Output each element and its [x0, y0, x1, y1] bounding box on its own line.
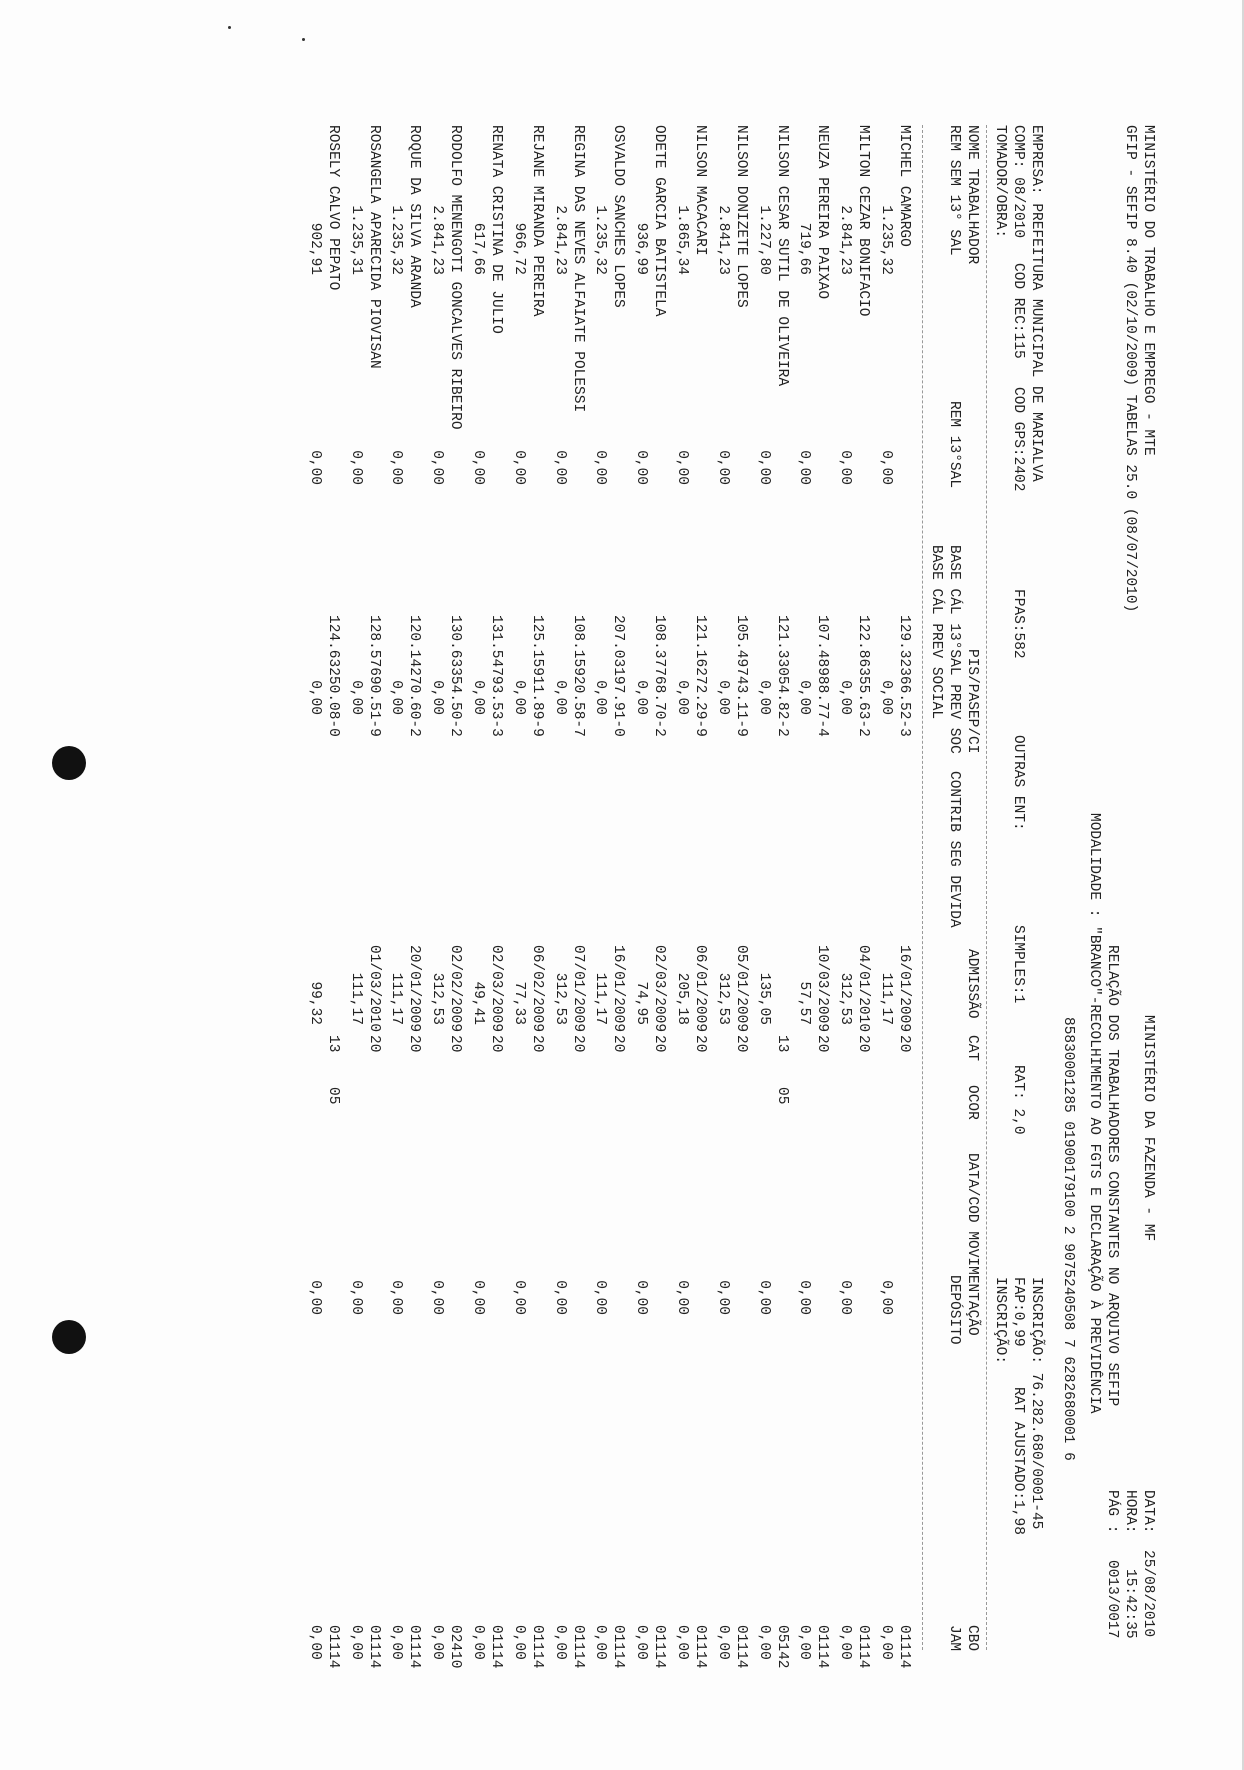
- worker-base-13: 0,00: [633, 680, 650, 715]
- worker-deposito: 0,00: [470, 1280, 486, 1315]
- scan-speck: [302, 38, 305, 41]
- worker-jam: 0,00: [755, 1625, 772, 1660]
- worker-contrib: 135,05: [755, 972, 772, 1025]
- worker-base-13: 0,00: [755, 680, 772, 715]
- page-label: PÁG :: [1104, 1490, 1120, 1534]
- worker-rem-13: 0,00: [347, 450, 364, 485]
- worker-cat: 20: [488, 1035, 504, 1053]
- worker-cat: 20: [528, 1035, 545, 1053]
- worker-jam: 0,00: [592, 1625, 609, 1660]
- worker-base-13: 0,00: [510, 680, 527, 715]
- table-row: [547, 125, 587, 1685]
- worker-deposito: 0,00: [429, 1280, 446, 1315]
- worker-cat: 13: [324, 1035, 341, 1053]
- worker-rem-13: 0,00: [510, 450, 527, 485]
- worker-rem: 1.235,32: [388, 205, 405, 275]
- date-value: 25/08/2010: [1140, 1550, 1156, 1638]
- worker-cbo: 01114: [365, 1625, 382, 1669]
- worker-contrib: 77,33: [510, 981, 527, 1025]
- worker-admissao: 06/01/2009: [692, 945, 708, 1033]
- worker-cbo: 01114: [610, 1625, 627, 1669]
- worker-contrib: 99,32: [306, 981, 323, 1025]
- worker-contrib: 312,53: [429, 972, 446, 1025]
- worker-cbo: 01114: [855, 1625, 872, 1669]
- worker-rem-13: 0,00: [755, 450, 772, 485]
- col-cbo: CBO: [964, 1625, 980, 1652]
- worker-deposito: 0,00: [510, 1280, 527, 1315]
- worker-admissao: 02/03/2009: [488, 945, 504, 1033]
- worker-pis: 128.57690.51-9: [365, 615, 382, 737]
- table-row: [587, 125, 627, 1685]
- col-contrib: CONTRIB SEG DEVIDA: [946, 771, 962, 928]
- worker-name: REJANE MIRANDA PEREIRA: [528, 125, 545, 317]
- worker-rem-13: 0,00: [592, 450, 609, 485]
- worker-name: ROQUE DA SILVA ARANDA: [406, 125, 423, 308]
- worker-contrib: 205,18: [674, 972, 690, 1025]
- worker-cat: 20: [365, 1035, 382, 1053]
- worker-pis: 108.15920.58-7: [569, 615, 586, 737]
- table-row: [710, 125, 750, 1685]
- worker-deposito: 0,00: [837, 1280, 854, 1315]
- worker-base-13: 0,00: [388, 680, 405, 715]
- worker-rem-13: 0,00: [388, 450, 405, 485]
- col-base-prev: BASE CÁL PREV SOCIAL: [928, 545, 944, 720]
- col-cat: CAT: [964, 1035, 980, 1062]
- worker-contrib: 312,53: [714, 972, 731, 1025]
- worker-contrib: 111,17: [347, 972, 364, 1025]
- worker-pis: 207.03197.91-0: [610, 615, 627, 737]
- worker-cbo: 01114: [814, 1625, 831, 1669]
- punch-hole-bottom: [52, 1320, 86, 1354]
- worker-rem-13: 0,00: [551, 450, 568, 485]
- worker-jam: 0,00: [551, 1625, 568, 1660]
- worker-jam: 0,00: [674, 1625, 690, 1660]
- worker-jam: 0,00: [347, 1625, 364, 1660]
- worker-pis: 122.86355.63-2: [855, 615, 872, 737]
- worker-jam: 0,00: [714, 1625, 731, 1660]
- worker-rem: 1.865,34: [674, 205, 690, 275]
- col-ocor: OCOR: [964, 1085, 980, 1120]
- col-nome: NOME TRABALHADOR: [964, 125, 980, 265]
- worker-base-13: 0,00: [714, 680, 731, 715]
- worker-rem-13: 0,00: [470, 450, 486, 485]
- modality-line: MODALIDADE : "BRANCO"-RECOLHIMENTO AO FGTS E DECLARAÇÃO À PREVIDÊNCIA: [1086, 813, 1102, 1414]
- rat-ajustado: RAT AJUSTADO:1,98: [1010, 1387, 1026, 1535]
- worker-name: REGINA DAS NEVES ALFAIATE POLESSI: [569, 125, 586, 413]
- worker-contrib: 111,17: [878, 972, 894, 1025]
- page-value: 0013/0017: [1104, 1560, 1120, 1639]
- worker-contrib: 49,41: [470, 981, 486, 1025]
- table-row: [791, 125, 831, 1685]
- worker-name: ROSELY CALVO PEPATO: [324, 125, 341, 291]
- worker-admissao: 16/01/2009: [896, 945, 912, 1033]
- worker-jam: 0,00: [388, 1625, 405, 1660]
- worker-rem-13: 0,00: [429, 450, 446, 485]
- worker-admissao: 02/02/2009: [447, 945, 464, 1033]
- worker-rem-13: 0,00: [837, 450, 854, 485]
- worker-deposito: 0,00: [714, 1280, 731, 1315]
- worker-cat: 20: [569, 1035, 586, 1053]
- table-row: [669, 125, 709, 1685]
- table-row: [343, 125, 383, 1685]
- worker-rem: 1.235,31: [347, 205, 364, 275]
- table-row: [751, 125, 791, 1685]
- worker-base-13: 0,00: [306, 680, 323, 715]
- worker-rem-13: 0,00: [633, 450, 650, 485]
- fpas: FPAS:582: [1010, 589, 1026, 659]
- cod-gps: COD GPS:2402: [1010, 387, 1026, 492]
- worker-contrib: 111,17: [388, 972, 405, 1025]
- punch-hole-top: [52, 746, 86, 780]
- worker-name: MILTON CEZAR BONIFACIO: [855, 125, 872, 317]
- table-row: [506, 125, 546, 1685]
- worker-contrib: 74,95: [633, 981, 650, 1025]
- worker-base-13: 0,00: [551, 680, 568, 715]
- worker-cbo: 01114: [732, 1625, 749, 1669]
- worker-cbo: 01114: [651, 1625, 668, 1669]
- ministry-left: MINISTÉRIO DO TRABALHO E EMPREGO - MTE: [1140, 125, 1156, 456]
- rotated-report: [157, 125, 1157, 1685]
- worker-pis: 108.37768.70-2: [651, 615, 668, 737]
- company-inscription: INSCRIÇÃO: 76.282.680/0001-45: [1028, 1277, 1044, 1530]
- worker-rem: 2.841,23: [837, 205, 854, 275]
- worker-rem: 1.235,32: [592, 205, 609, 275]
- worker-jam: 0,00: [510, 1625, 527, 1660]
- scan-speck: [228, 26, 231, 29]
- rat: RAT: 2,0: [1010, 1065, 1026, 1135]
- worker-pis: 124.63250.08-0: [324, 615, 341, 737]
- worker-cat: 20: [447, 1035, 464, 1053]
- table-row: [465, 125, 505, 1685]
- worker-base-13: 0,00: [592, 680, 609, 715]
- worker-rem: 1.235,32: [878, 205, 894, 275]
- worker-deposito: 0,00: [306, 1280, 323, 1315]
- worker-cbo: 01114: [692, 1625, 708, 1669]
- worker-jam: 0,00: [470, 1625, 486, 1660]
- worker-admissao: 16/01/2009: [610, 945, 627, 1033]
- tomador-inscription: INSCRIÇÃO:: [992, 1277, 1008, 1365]
- worker-jam: 0,00: [837, 1625, 854, 1660]
- worker-cat: 20: [814, 1035, 831, 1053]
- worker-cbo: 05142: [773, 1625, 790, 1669]
- col-jam: JAM: [946, 1625, 962, 1652]
- worker-admissao: 05/01/2009: [732, 945, 749, 1033]
- table-row: [302, 125, 342, 1685]
- barcode-line: 85830001285 01900179100 2 9075240508 7 6282680001 6: [1060, 1017, 1076, 1461]
- worker-name: ROSANGELA APARECIDA PIOVISAN: [365, 125, 382, 369]
- worker-ocor: 05: [773, 1087, 790, 1105]
- worker-rem-13: 0,00: [796, 450, 813, 485]
- worker-cbo: 01114: [488, 1625, 504, 1669]
- worker-pis: 121.16272.29-9: [692, 615, 708, 737]
- worker-cat: 20: [610, 1035, 627, 1053]
- worker-rem-13: 0,00: [714, 450, 731, 485]
- worker-rem: 2.841,23: [551, 205, 568, 275]
- worker-jam: 0,00: [429, 1625, 446, 1660]
- worker-rem-13: 0,00: [674, 450, 690, 485]
- worker-rem: 936,99: [633, 222, 650, 275]
- worker-deposito: 0,00: [592, 1280, 609, 1315]
- worker-cbo: 01114: [569, 1625, 586, 1669]
- company-name: EMPRESA: PREFEITURA MUNICIPAL DE MARIALVA: [1028, 125, 1044, 482]
- worker-base-13: 0,00: [837, 680, 854, 715]
- worker-admissao: 01/03/2010: [365, 945, 382, 1033]
- worker-deposito: 0,00: [796, 1280, 813, 1315]
- worker-name: RENATA CRISTINA DE JULIO: [488, 125, 504, 334]
- outras-ent: OUTRAS ENT:: [1010, 735, 1026, 831]
- worker-pis: 129.32366.52-3: [896, 615, 912, 737]
- worker-name: MICHEL CAMARGO: [896, 125, 912, 247]
- worker-name: ODETE GARCIA BATISTELA: [651, 125, 668, 317]
- worker-pis: 107.48988.77-4: [814, 615, 831, 737]
- col-data-cod: DATA/COD MOVIMENTAÇÃO: [964, 1153, 980, 1336]
- worker-name: OSVALDO SANCHES LOPES: [610, 125, 627, 308]
- worker-cat: 20: [896, 1035, 912, 1053]
- worker-cat: 13: [773, 1035, 790, 1053]
- table-row: [832, 125, 872, 1685]
- worker-rem: 719,66: [796, 222, 813, 275]
- table-row: [424, 125, 464, 1685]
- worker-name: NILSON DONIZETE LOPES: [732, 125, 749, 308]
- col-pis: PIS/PASEP/CI: [964, 649, 980, 754]
- fap: FAP:0,99: [1010, 1277, 1026, 1347]
- worker-deposito: 0,00: [878, 1280, 894, 1315]
- worker-admissao: 10/03/2009: [814, 945, 831, 1033]
- worker-admissao: 07/01/2009: [569, 945, 586, 1033]
- worker-ocor: 05: [324, 1087, 341, 1105]
- worker-deposito: 0,00: [633, 1280, 650, 1315]
- worker-deposito: 0,00: [388, 1280, 405, 1315]
- gfip-line: GFIP - SEFIP 8.40 (02/10/2009) TABELAS 25.0 (08/07/2010): [1122, 125, 1138, 613]
- worker-rem-13: 0,00: [306, 450, 323, 485]
- worker-name: NILSON MACACARI: [692, 125, 708, 256]
- time-value: 15:42:35: [1122, 1569, 1138, 1639]
- time-label: HORA:: [1122, 1490, 1138, 1534]
- worker-base-13: 0,00: [796, 680, 813, 715]
- worker-rem: 1.227,80: [755, 205, 772, 275]
- worker-base-13: 0,00: [429, 680, 446, 715]
- worker-pis: 125.15911.89-9: [528, 615, 545, 737]
- tomador: TOMADOR/OBRA:: [992, 125, 1008, 239]
- worker-deposito: 0,00: [755, 1280, 772, 1315]
- worker-admissao: 04/01/2010: [855, 945, 872, 1033]
- worker-rem-13: 0,00: [878, 450, 894, 485]
- worker-contrib: 312,53: [837, 972, 854, 1025]
- worker-rem: 617,66: [470, 222, 486, 275]
- worker-base-13: 0,00: [470, 680, 486, 715]
- divider: [922, 125, 923, 1650]
- col-deposito: DEPÓSITO: [946, 1275, 962, 1345]
- worker-rem: 2.841,23: [714, 205, 731, 275]
- worker-base-13: 0,00: [878, 680, 894, 715]
- col-rem-13: REM 13°SAL: [946, 401, 962, 489]
- worker-cbo: 01114: [406, 1625, 423, 1669]
- worker-cat: 20: [855, 1035, 872, 1053]
- col-rem-sem-13: REM SEM 13° SAL: [946, 125, 962, 256]
- worker-cbo: 01114: [324, 1625, 341, 1669]
- col-admissao: ADMISSÃO: [964, 949, 980, 1019]
- worker-cat: 20: [692, 1035, 708, 1053]
- report-title: RELAÇÃO DOS TRABALHADORES CONSTANTES NO ARQUIVO SEFIP: [1104, 945, 1120, 1407]
- worker-jam: 0,00: [633, 1625, 650, 1660]
- worker-cbo: 01114: [528, 1625, 545, 1669]
- worker-pis: 105.49743.11-9: [732, 615, 749, 737]
- worker-cbo: 01114: [896, 1625, 912, 1669]
- worker-cat: 20: [406, 1035, 423, 1053]
- comp: COMP: 08/2010: [1010, 125, 1026, 239]
- worker-name: NILSON CESAR SUTIL DE OLIVEIRA: [773, 125, 790, 387]
- worker-cat: 20: [732, 1035, 749, 1053]
- worker-base-13: 0,00: [347, 680, 364, 715]
- worker-pis: 121.33054.82-2: [773, 615, 790, 737]
- worker-rem: 902,91: [306, 222, 323, 275]
- worker-pis: 130.63354.50-2: [447, 615, 464, 737]
- worker-jam: 0,00: [306, 1625, 323, 1660]
- worker-base-13: 0,00: [674, 680, 690, 715]
- table-row: [873, 125, 913, 1685]
- simples: SIMPLES:1: [1010, 925, 1026, 1004]
- worker-cbo: 02410: [447, 1625, 464, 1669]
- cod-rec: COD REC:115: [1010, 263, 1026, 359]
- worker-admissao: 06/02/2009: [528, 945, 545, 1033]
- worker-pis: 120.14270.60-2: [406, 615, 423, 737]
- divider: [986, 125, 987, 1650]
- worker-name: RODOLFO MENENGOTI GONCALVES RIBEIRO: [447, 125, 464, 430]
- date-label: DATA:: [1140, 1490, 1156, 1534]
- worker-deposito: 0,00: [551, 1280, 568, 1315]
- worker-name: NEUZA PEREIRA PAIXAO: [814, 125, 831, 300]
- col-base-13: BASE CÁL 13°SAL PREV SOC: [946, 545, 962, 754]
- table-row: [628, 125, 668, 1685]
- worker-admissao: 02/03/2009: [651, 945, 668, 1033]
- worker-contrib: 111,17: [592, 972, 609, 1025]
- worker-contrib: 57,57: [796, 981, 813, 1025]
- worker-rem: 966,72: [510, 222, 527, 275]
- worker-pis: 131.54793.53-3: [488, 615, 504, 737]
- table-row: [383, 125, 423, 1685]
- worker-jam: 0,00: [878, 1625, 894, 1660]
- worker-rem: 2.841,23: [429, 205, 446, 275]
- worker-admissao: 20/01/2009: [406, 945, 423, 1033]
- worker-cat: 20: [651, 1035, 668, 1053]
- worker-contrib: 312,53: [551, 972, 568, 1025]
- worker-deposito: 0,00: [347, 1280, 364, 1315]
- ministry-right: MINISTÉRIO DA FAZENDA - MF: [1140, 1015, 1156, 1242]
- worker-jam: 0,00: [796, 1625, 813, 1660]
- worker-deposito: 0,00: [674, 1280, 690, 1315]
